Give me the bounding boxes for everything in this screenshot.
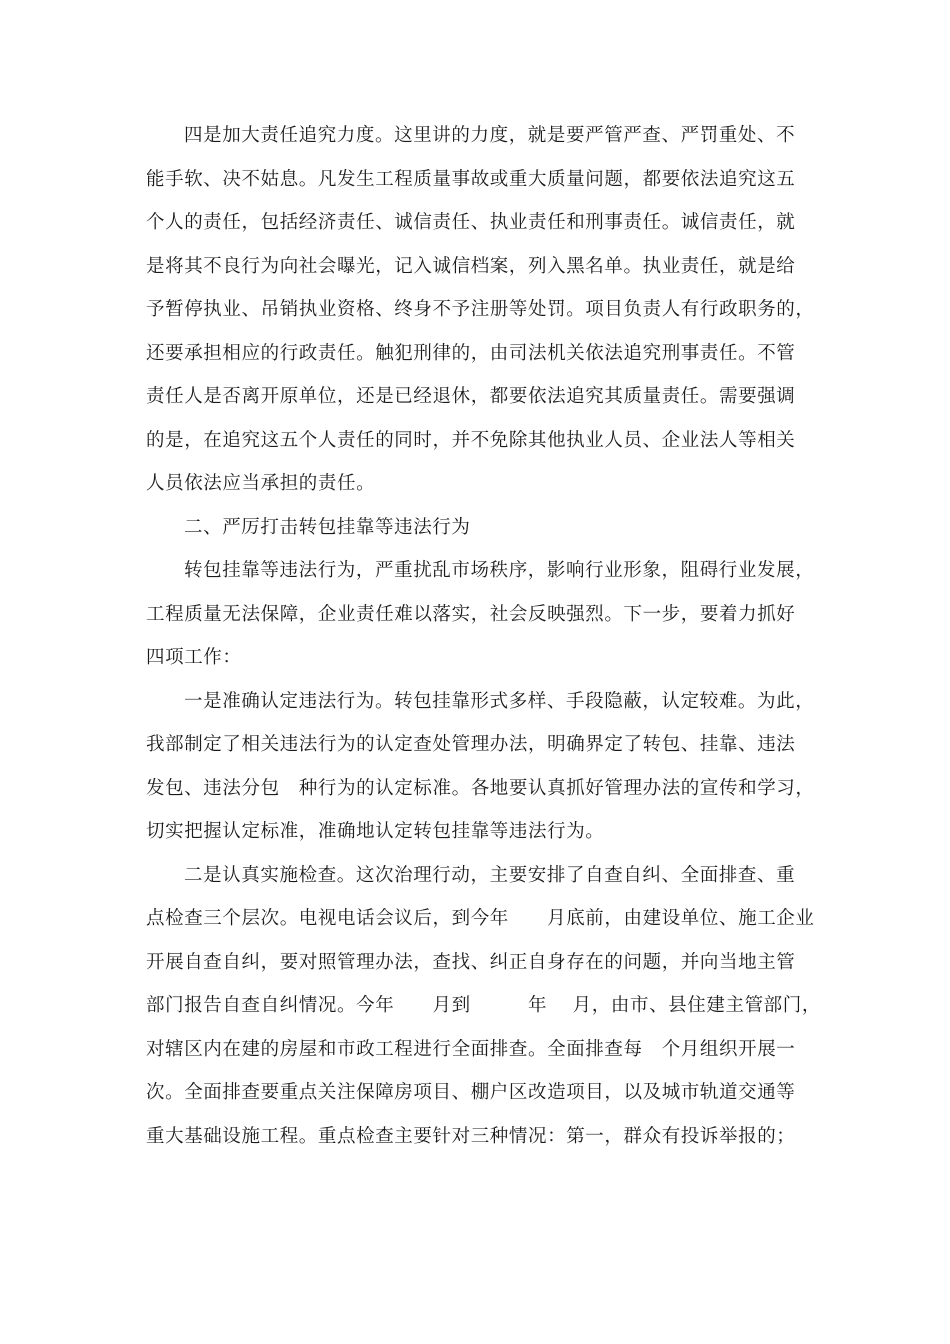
text-line: 转包挂靠等违法行为，严重扰乱市场秩序，影响行业形象，阻碍行业发展， bbox=[184, 560, 815, 581]
text-line: 二是认真实施检查。这次治理行动，主要安排了自查自纠、全面排查、重 bbox=[184, 864, 796, 886]
text-line: 四项工作： bbox=[146, 647, 242, 668]
text-line: 四是加大责任追究力度。这里讲的力度，就是要严管严查、严罚重处、不 bbox=[184, 125, 796, 146]
text-line: 重大基础设施工程。重点检查主要针对三种情况：第一，群众有投诉举报的； bbox=[146, 1125, 796, 1147]
text-line: 二、严厉打击转包挂靠等违法行为 bbox=[184, 516, 471, 538]
text-line: 是将其不良行为向社会曝光，记入诚信档案，列入黑名单。执业责任，就是给 bbox=[146, 255, 796, 277]
text-line: 我部制定了相关违法行为的认定查处管理办法，明确界定了转包、挂靠、违法 bbox=[146, 734, 796, 755]
text-line: 还要承担相应的行政责任。触犯刑律的，由司法机关依法追究刑事责任。不管 bbox=[146, 342, 796, 364]
text-line: 发包、违法分包 种行为的认定标准。各地要认真抓好管理办法的宣传和学习， bbox=[146, 777, 815, 799]
text-line: 予暂停执业、吊销执业资格、终身不予注册等处罚。项目负责人有行政职务的， bbox=[146, 299, 815, 320]
text-line: 开展自查自纠，要对照管理办法，查找、纠正自身存在的问题，并向当地主管 bbox=[146, 951, 796, 973]
text-line: 点检查三个层次。电视电话会议后，到今年 月底前，由建设单位、施工企业 bbox=[146, 908, 815, 929]
text-line: 对辖区内在建的房屋和市政工程进行全面排查。全面排查每 个月组织开展一 bbox=[146, 1038, 796, 1060]
text-line: 部门报告自查自纠情况。今年 月到 年 月，由市、县住建主管部门， bbox=[146, 995, 821, 1016]
body-text bbox=[146, 114, 821, 1158]
text-line: 的是，在追究这五个人责任的同时，并不免除其他执业人员、企业法人等相关 bbox=[146, 429, 796, 451]
text-line: 个人的责任，包括经济责任、诚信责任、执业责任和刑事责任。诚信责任，就 bbox=[146, 212, 796, 233]
text-line: 能手软、决不姑息。凡发生工程质量事故或重大质量问题，都要依法追究这五 bbox=[146, 168, 796, 190]
text-line: 工程质量无法保障，企业责任难以落实，社会反映强烈。下一步，要着力抓好 bbox=[146, 603, 796, 625]
text-line: 责任人是否离开原单位，还是已经退休，都要依法追究其质量责任。需要强调 bbox=[146, 386, 796, 407]
text-line: 人员依法应当承担的责任。 bbox=[146, 473, 376, 494]
text-line: 一是准确认定违法行为。转包挂靠形式多样、手段隐蔽，认定较难。为此， bbox=[184, 690, 815, 712]
text-line: 切实把握认定标准，准确地认定转包挂靠等违法行为。 bbox=[146, 821, 605, 842]
text-line: 次。全面排查要重点关注保障房项目、棚户区改造项目，以及城市轨道交通等 bbox=[146, 1082, 796, 1103]
